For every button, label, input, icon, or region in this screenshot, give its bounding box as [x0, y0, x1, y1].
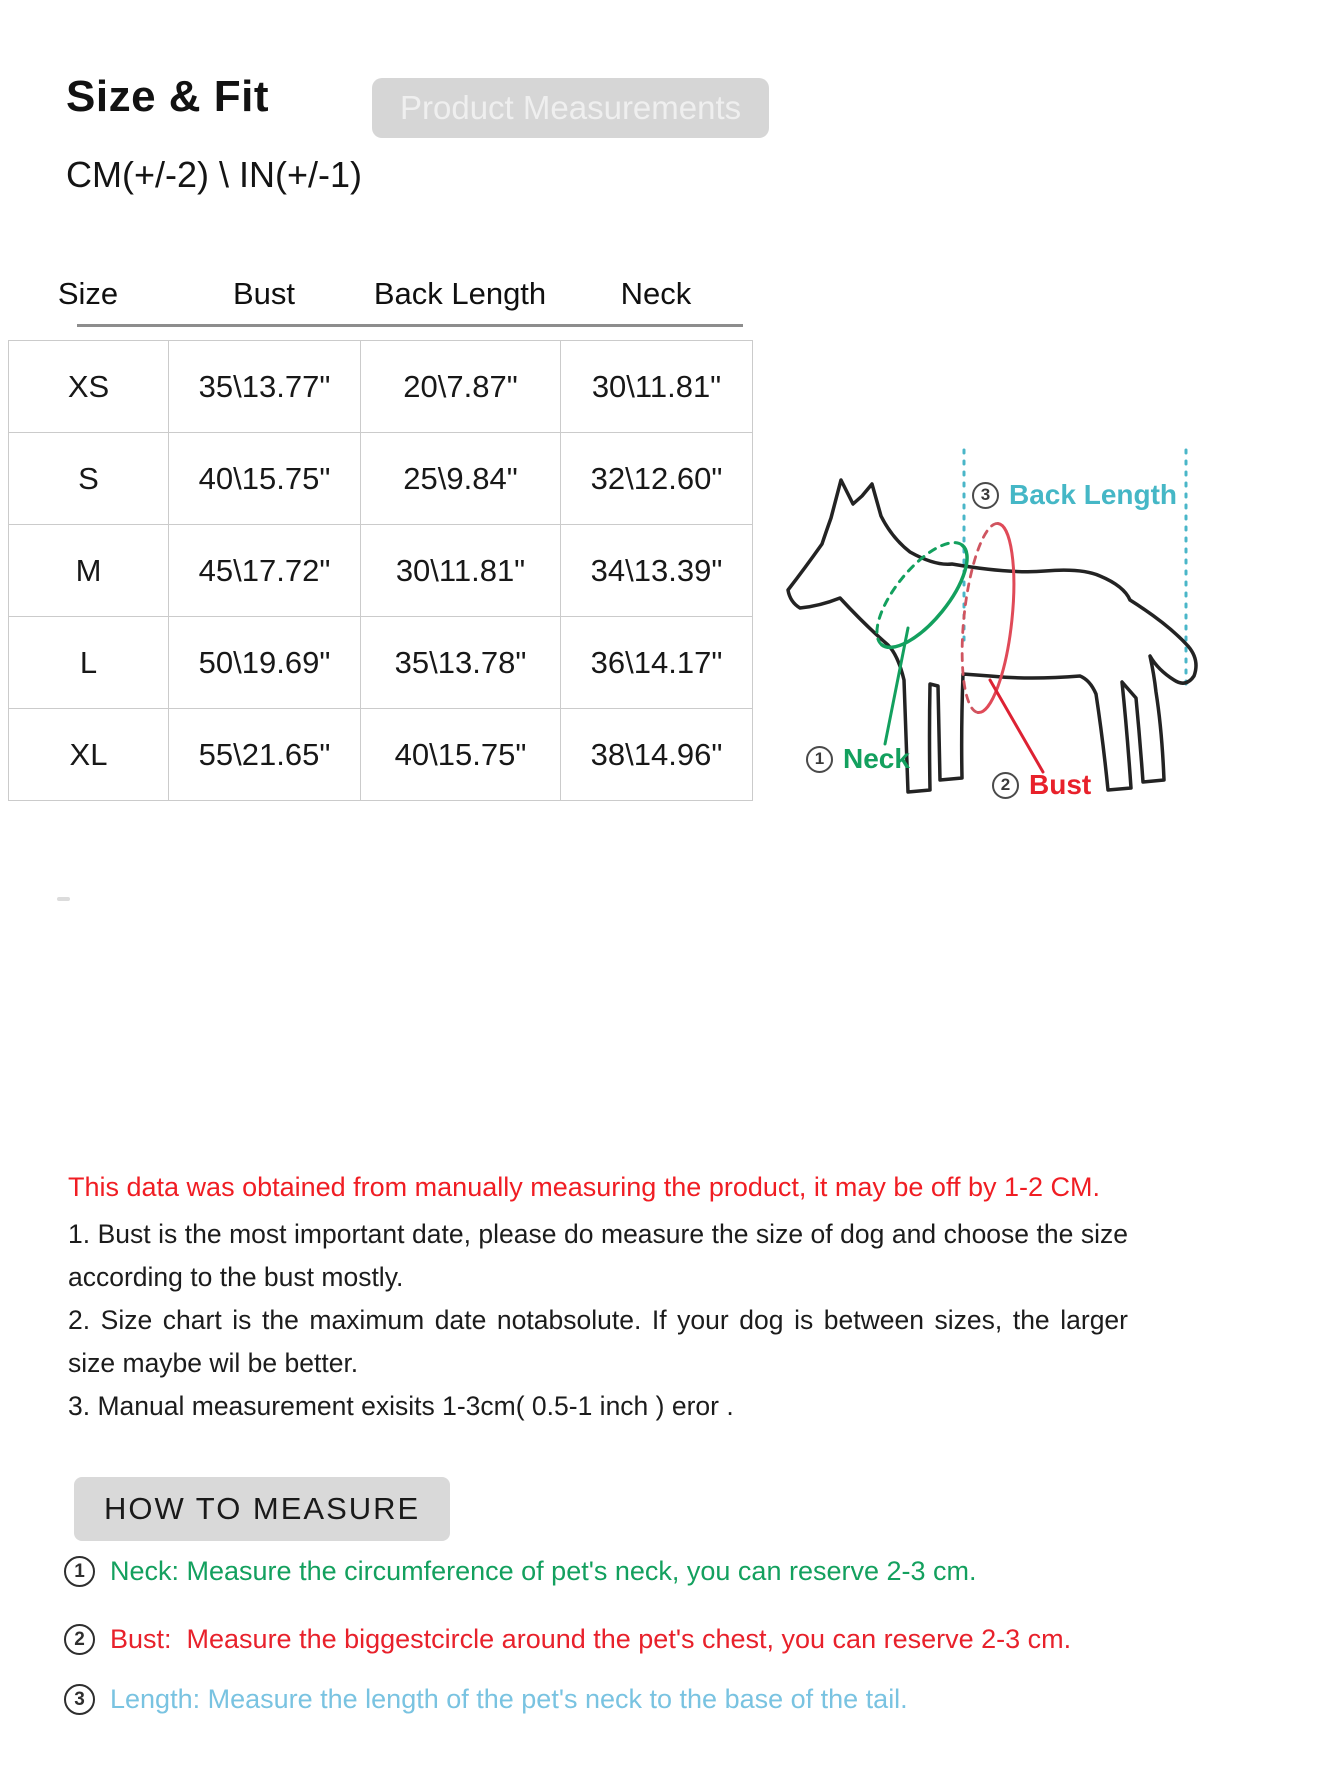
header-underline [77, 324, 743, 327]
column-header-back-length: Back Length [373, 276, 547, 311]
circled-2-icon: 2 [64, 1624, 95, 1655]
table-cell: S [9, 433, 169, 525]
table-cell: 55\21.65" [169, 709, 361, 801]
bust-label [992, 769, 1091, 801]
table-cell: XL [9, 709, 169, 801]
note-manual-error: 3. Manual measurement exisits 1-3cm( 0.5-1 inch ) eror . [68, 1391, 734, 1421]
how-to-measure-heading: HOW TO MEASURE [74, 1477, 450, 1541]
measure-step-length [64, 1684, 908, 1715]
back-length-label [972, 479, 1177, 511]
table-cell: 45\17.72" [169, 525, 361, 617]
table-cell: 34\13.39" [561, 525, 753, 617]
table-cell: L [9, 617, 169, 709]
note-between-sizes: 2. Size chart is the maximum date notabsolute. If your dog is between sizes, the larger size maybe wil be better. [68, 1305, 1128, 1378]
product-measurements-badge: Product Measurements [372, 78, 769, 138]
table-cell: 25\9.84" [361, 433, 561, 525]
measurement-disclaimer: This data was obtained from manually measuring the product, it may be off by 1-2 CM. [68, 1172, 1100, 1202]
table-cell: 30\11.81" [561, 341, 753, 433]
table-cell: 35\13.78" [361, 617, 561, 709]
table-cell: 40\15.75" [169, 433, 361, 525]
size-table [8, 340, 753, 801]
bust-label-text: Bust [1029, 769, 1092, 800]
measure-step-length-text: Length: Measure the length of the pet's neck to the base of the tail. [110, 1684, 908, 1714]
table-cell: 30\11.81" [361, 525, 561, 617]
table-cell: 35\13.77" [169, 341, 361, 433]
bust-pointer-line [990, 680, 1043, 772]
column-header-neck: Neck [620, 276, 692, 311]
circled-2-icon: 2 [992, 772, 1019, 799]
table-cell: 36\14.17" [561, 617, 753, 709]
back-length-label-text: Back Length [1009, 479, 1178, 510]
circled-1-icon: 1 [64, 1556, 95, 1587]
column-header-bust: Bust [232, 276, 296, 311]
neck-label-text: Neck [843, 743, 910, 774]
table-cell: 38\14.96" [561, 709, 753, 801]
table-cell: 50\19.69" [169, 617, 361, 709]
sizing-notes [68, 1213, 1128, 1428]
size-table-header [8, 276, 752, 312]
table-cell: M [9, 525, 169, 617]
tolerance-note: CM(+/-2) \ IN(+/-1) [66, 154, 363, 195]
circled-3-icon: 3 [972, 482, 999, 509]
measure-step-neck [64, 1556, 977, 1587]
note-bust-important: 1. Bust is the most important date, please do measure the size of dog and choose the size according to the bust mostly. [68, 1219, 1128, 1292]
circled-3-icon: 3 [64, 1684, 95, 1715]
column-header-size: Size [57, 276, 119, 311]
circled-1-icon: 1 [806, 746, 833, 773]
table-cell: 32\12.60" [561, 433, 753, 525]
measure-step-neck-text: Neck: Measure the circumference of pet's neck, you can reserve 2-3 cm. [110, 1556, 977, 1586]
neck-label [806, 743, 910, 775]
page-title: Size & Fit [66, 72, 270, 121]
table-cell: 40\15.75" [361, 709, 561, 801]
scan-artifact-mark [57, 897, 70, 901]
table-cell: XS [9, 341, 169, 433]
table-cell: 20\7.87" [361, 341, 561, 433]
measure-step-bust [64, 1624, 1071, 1655]
measure-step-bust-text: Bust: Measure the biggestcircle around the pet's chest, you can reserve 2-3 cm. [110, 1624, 1072, 1654]
